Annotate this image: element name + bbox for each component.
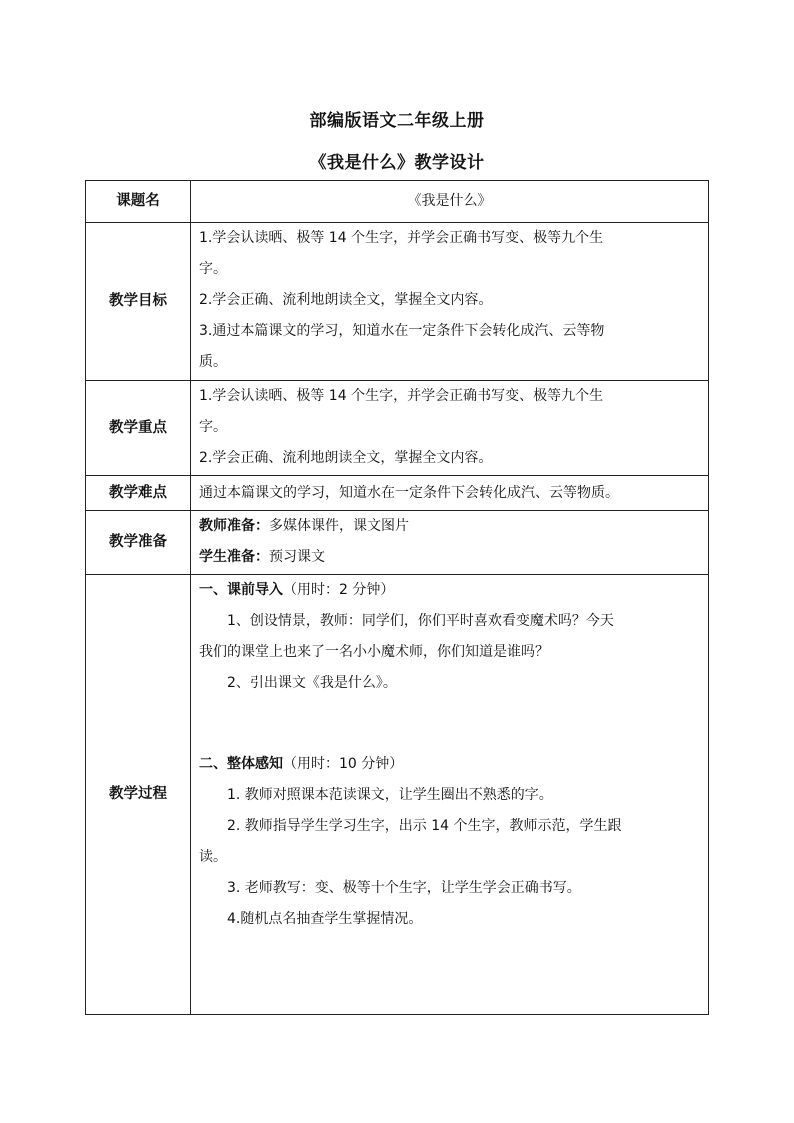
- document-title: 部编版语文二年级上册: [309, 111, 485, 131]
- goals-line: 1.学会认读晒、极等 14 个生字，并学会正确书写变、极等九个生: [199, 230, 604, 246]
- student-preparation-label: 学生准备：: [199, 549, 269, 565]
- goals-line: 2.学会正确、流利地朗读全文，掌握全文内容。: [199, 292, 493, 308]
- process-line: 我们的课堂上也来了一名小小魔术师，你们知道是谁吗？: [199, 644, 549, 660]
- lesson-plan-table: [85, 180, 709, 1015]
- keypoints-line: 2.学会正确、流利地朗读全文，掌握全文内容。: [199, 450, 493, 466]
- process-line: 4.随机点名抽查学生掌握情况。: [227, 911, 423, 927]
- preparation-content: [191, 511, 709, 575]
- process-section-1-title: 一、课前导入: [199, 582, 283, 598]
- teacher-preparation-label: 教师准备：: [199, 518, 269, 534]
- goals-label: 教学目标: [86, 223, 191, 381]
- goals-line: 字。: [199, 261, 227, 277]
- process-line: 3. 老师教写：变、极等十个生字，让学生学会正确书写。: [227, 880, 581, 896]
- teacher-preparation: [199, 511, 700, 542]
- process-line: 读。: [199, 849, 227, 865]
- goals-line: 质。: [199, 354, 227, 370]
- process-section-2-title: 二、整体感知: [199, 756, 283, 772]
- table-row-goals: [86, 223, 709, 381]
- keypoints-line: 字。: [199, 419, 227, 435]
- student-preparation-value: 预习课文: [269, 549, 325, 565]
- keypoints-label: 教学重点: [86, 381, 191, 476]
- process-section-2-time: （用时：10 分钟）: [283, 756, 404, 772]
- topic-value: 《我是什么》: [191, 181, 709, 223]
- process-label: 教学过程: [86, 575, 191, 1015]
- process-content: [191, 575, 709, 1015]
- table-row-process: [86, 575, 709, 1015]
- table-row-topic: [86, 181, 709, 223]
- process-section-1-heading: [199, 575, 700, 606]
- process-line: 1、创设情景，教师：同学们，你们平时喜欢看变魔术吗？今天: [227, 613, 614, 629]
- topic-label: 课题名: [86, 181, 191, 223]
- difficulty-value: 通过本篇课文的学习，知道水在一定条件下会转化成汽、云等物质。: [191, 476, 709, 511]
- table-row-preparation: [86, 511, 709, 575]
- process-line: 2、引出课文《我是什么》。: [227, 675, 397, 691]
- document-subtitle: 《我是什么》教学设计: [309, 153, 485, 173]
- process-section-1-time: （用时：2 分钟）: [283, 582, 395, 598]
- teacher-preparation-value: 多媒体课件，课文图片: [269, 518, 409, 534]
- difficulty-label: 教学难点: [86, 476, 191, 511]
- table-row-keypoints: [86, 381, 709, 476]
- process-section-2-heading: [199, 749, 700, 780]
- keypoints-line: 1.学会认读晒、极等 14 个生字，并学会正确书写变、极等九个生: [199, 388, 604, 404]
- process-line: 1. 教师对照课本范读课文，让学生圈出不熟悉的字。: [227, 787, 553, 803]
- goals-content: [191, 223, 709, 381]
- keypoints-content: [191, 381, 709, 476]
- student-preparation: [199, 542, 700, 573]
- preparation-label: 教学准备: [86, 511, 191, 575]
- table-row-difficulty: [86, 476, 709, 511]
- goals-line: 3.通过本篇课文的学习，知道水在一定条件下会转化成汽、云等物: [199, 323, 605, 339]
- process-line: 2. 教师指导学生学习生字，出示 14 个生字，教师示范，学生跟: [227, 818, 622, 834]
